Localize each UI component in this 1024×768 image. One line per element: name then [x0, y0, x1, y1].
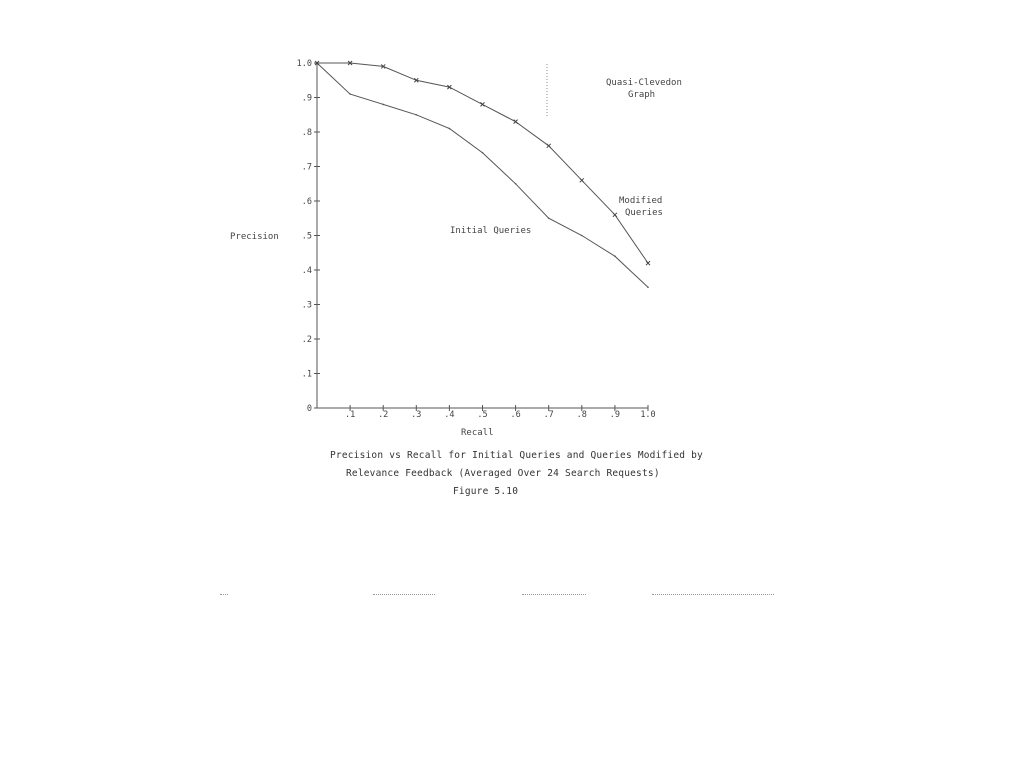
series-line-initial	[317, 63, 648, 287]
y-tick-label: .9	[301, 93, 312, 104]
data-point-initial	[482, 152, 484, 154]
data-point-initial	[647, 286, 649, 288]
data-point-modified	[514, 120, 518, 124]
x-tick-label: .2	[378, 410, 389, 420]
x-tick-label: .9	[609, 410, 621, 420]
data-point-initial	[416, 114, 418, 116]
y-tick-label: .3	[301, 300, 312, 311]
y-tick-label: .2	[301, 335, 312, 345]
data-point-modified	[481, 102, 485, 106]
annotation-line-1: Quasi-Clevedon	[606, 78, 682, 88]
x-tick-label: .7	[543, 410, 554, 420]
series-label-modified-2: Queries	[625, 208, 663, 218]
chart-labels	[230, 64, 682, 438]
annotation-line-2: Graph	[628, 90, 656, 100]
series-label-initial: Initial Queries	[450, 226, 532, 236]
data-point-initial	[581, 235, 583, 237]
y-tick-label: .4	[301, 266, 312, 276]
chart-series	[315, 61, 650, 288]
caption-line-2: Relevance Feedback (Averaged Over 24 Search Requests)	[346, 468, 660, 479]
y-tick-label: 1.0	[296, 59, 312, 69]
x-tick-label: .3	[411, 410, 422, 420]
x-tick-label: .4	[444, 410, 455, 420]
x-tick-label: 1.0	[640, 410, 656, 420]
data-point-initial	[515, 183, 517, 185]
y-tick-label: .7	[301, 162, 312, 173]
data-point-initial	[548, 217, 550, 219]
x-tick-label: .8	[576, 410, 587, 420]
y-tick-label: .1	[301, 369, 312, 380]
series-label-modified-1: Modified	[619, 196, 663, 206]
y-tick-label: .5	[301, 231, 312, 242]
y-tick-label: .8	[301, 128, 312, 138]
data-point-modified	[547, 144, 551, 148]
divider-dots-4	[652, 594, 774, 595]
data-point-modified	[580, 178, 584, 182]
data-point-modified	[646, 261, 650, 265]
x-axis-label: Recall	[461, 428, 494, 438]
y-tick-label: 0	[306, 404, 312, 414]
data-point-initial	[614, 255, 616, 257]
divider-dots-1	[220, 594, 228, 595]
x-tick-label: .1	[344, 410, 356, 420]
caption-line-1: Precision vs Recall for Initial Queries and Queries Modified by	[330, 450, 703, 461]
x-tick-label: .6	[510, 410, 521, 420]
chart-ticks	[297, 59, 656, 420]
data-point-initial	[382, 104, 384, 106]
x-tick-label: .5	[477, 410, 488, 420]
y-axis-label: Precision	[230, 232, 279, 242]
divider-dots-2	[373, 594, 435, 595]
y-tick-label: .6	[301, 197, 312, 207]
data-point-modified	[613, 213, 617, 217]
divider-dots-3	[522, 594, 586, 595]
data-point-initial	[349, 93, 351, 95]
caption-line-3: Figure 5.10	[453, 486, 519, 497]
data-point-initial	[449, 128, 451, 130]
